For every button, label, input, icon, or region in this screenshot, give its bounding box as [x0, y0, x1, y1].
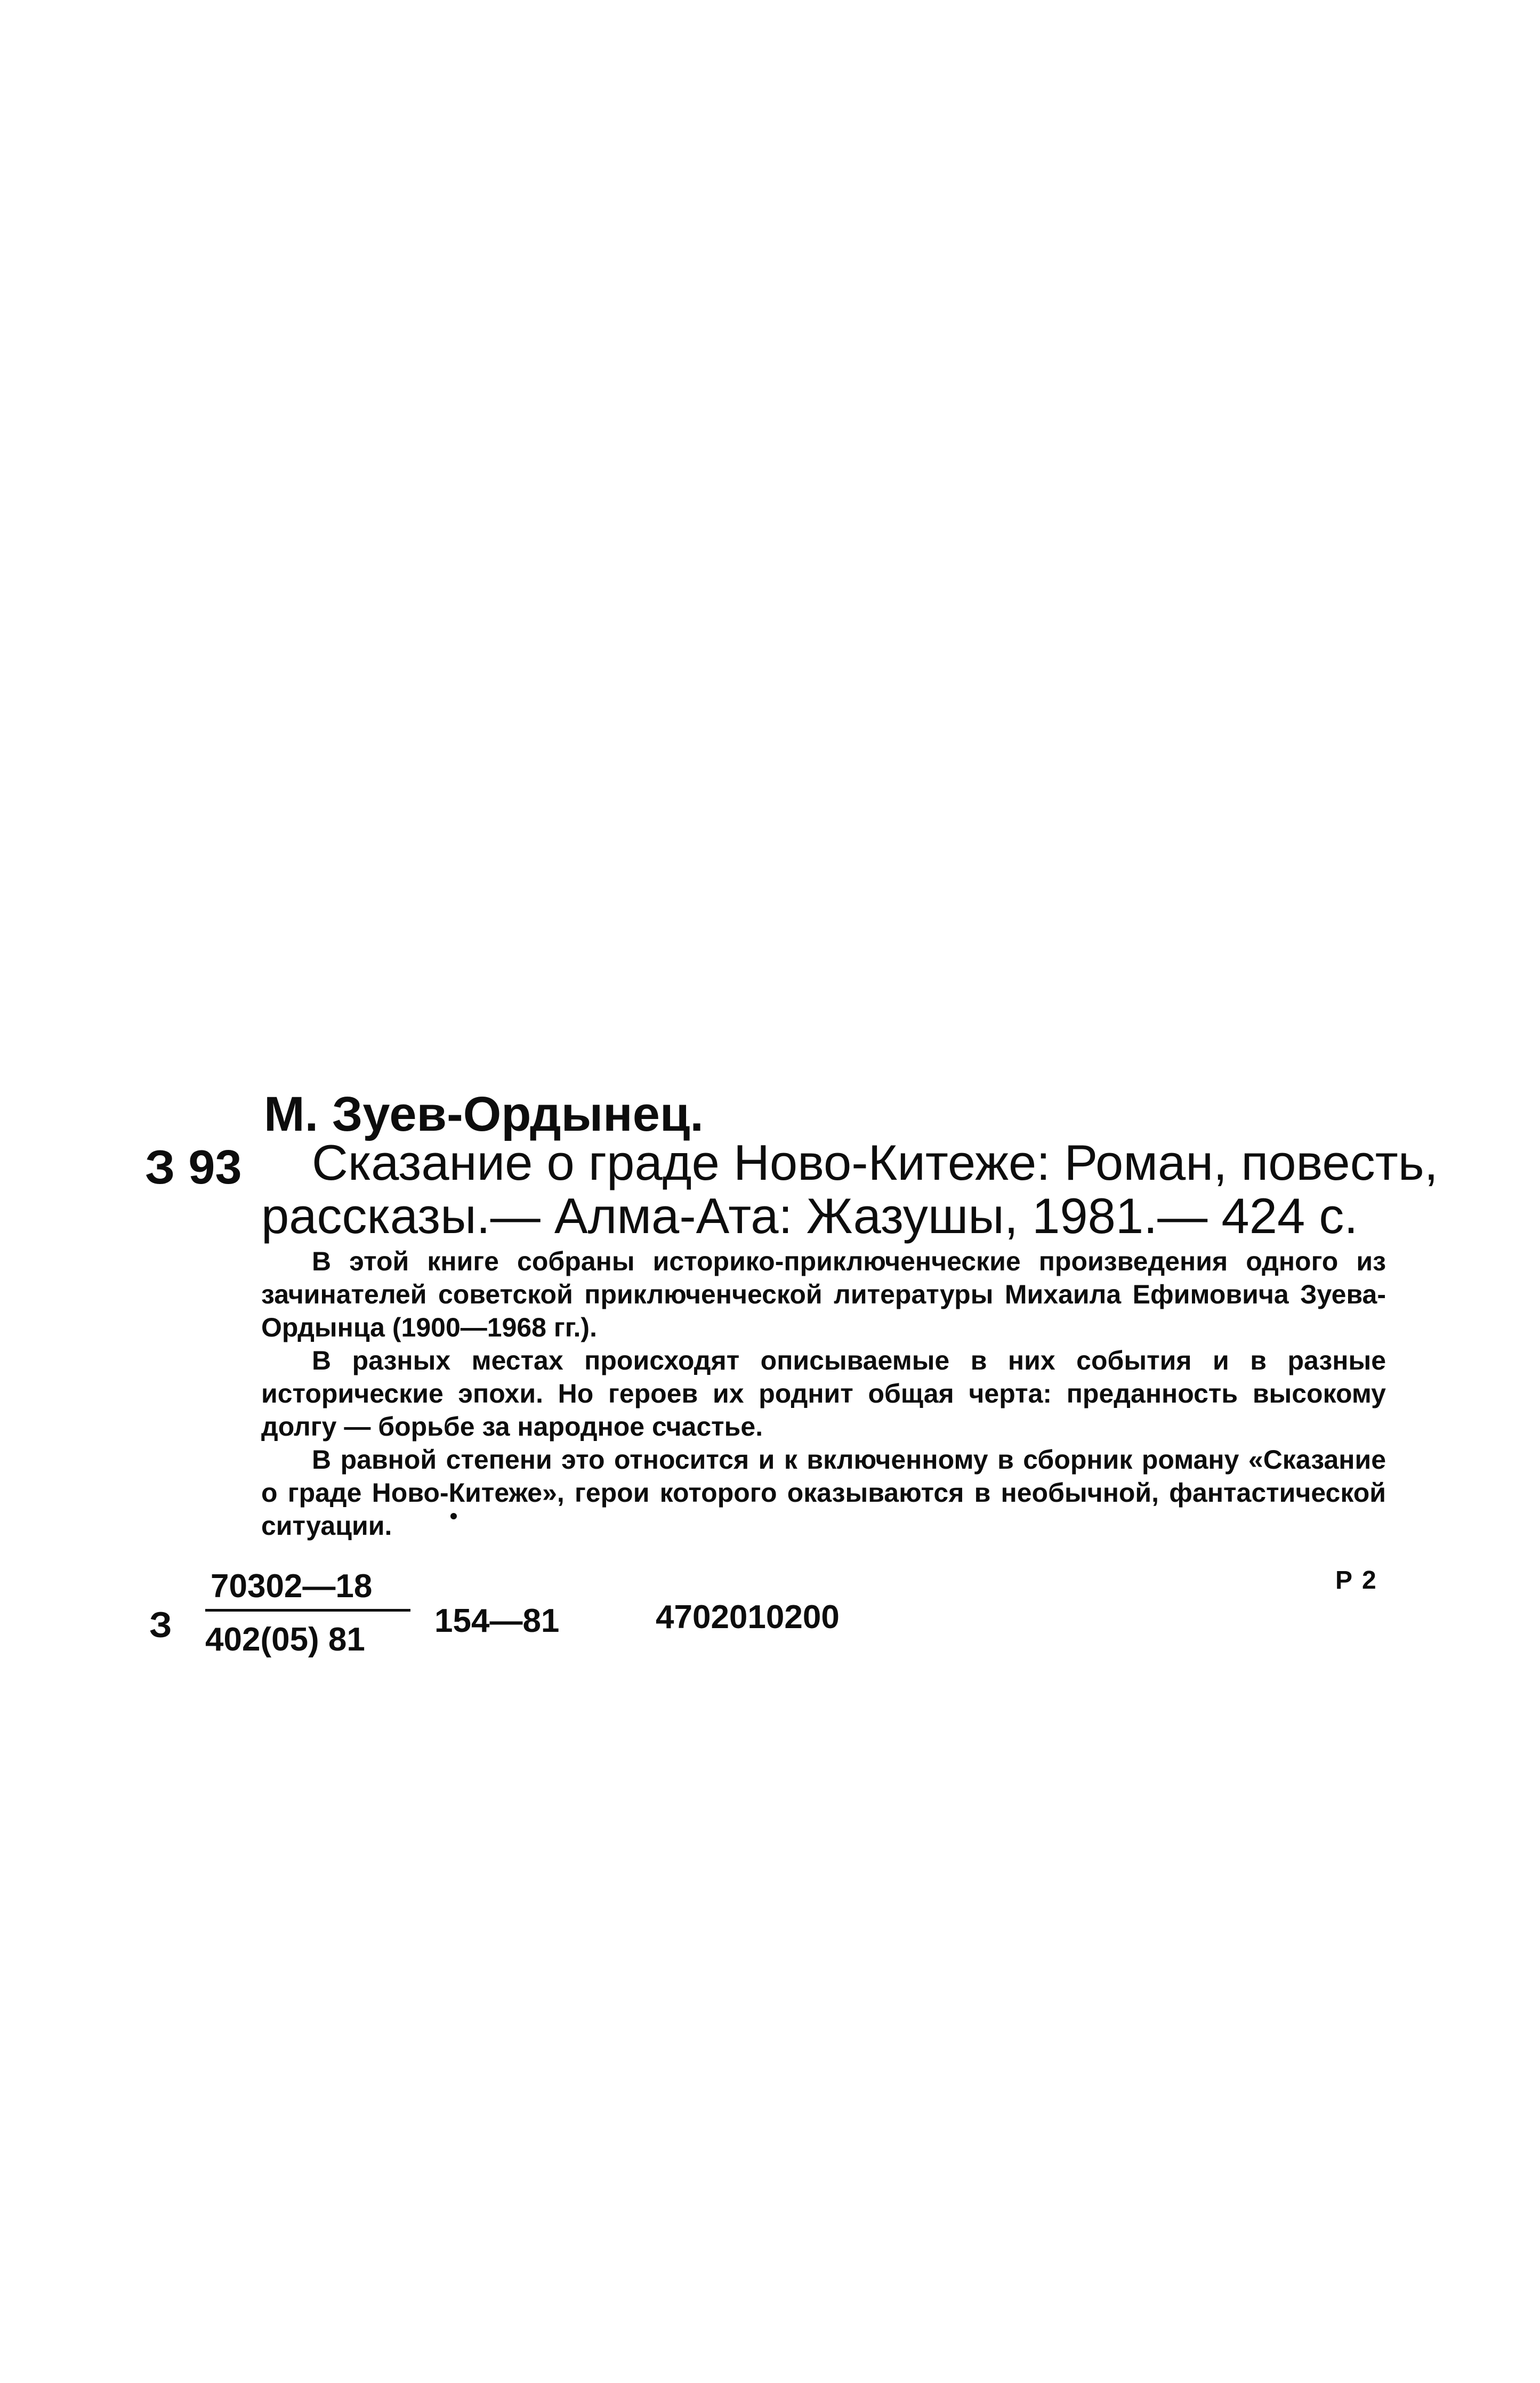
author-name: М. Зуев-Ордынец.: [264, 1087, 704, 1141]
fraction-line: [205, 1609, 410, 1612]
fraction-denominator: 402(05) 81: [205, 1621, 365, 1658]
annotation-paragraph-3: В равной степени это относится и к включенному в сборник роману «Сказание о граде Ново-Китеже», герои которого оказываются в необычной, фантастической ситуации.: [261, 1445, 1386, 1541]
class-code: Р2: [1335, 1566, 1386, 1595]
catalog-number: 4702010200: [656, 1599, 840, 1636]
annotation-paragraph-1: В этой книге собраны историко-приключенческие произведения одного из зачинателей советской приключенческой литературы Михаила Ефимовича Зуева-Ордынца (1900—1968 гг.).: [261, 1246, 1386, 1342]
index-code: З 93: [145, 1141, 242, 1194]
annotation: [261, 1245, 1386, 1542]
title-line-1: Сказание о граде Ново-Китеже: Роман, повесть,: [312, 1134, 1438, 1190]
title-line-2: рассказы.— Алма-Ата: Жазушы, 1981.— 424 с.: [261, 1188, 1358, 1244]
annotation-paragraph-2: В разных местах происходят описываемые в них события и в разные исторические эпохи. Но героев их роднит общая черта: преданность высокому долгу — борьбе за народное счастье.: [261, 1346, 1386, 1442]
bottom-prefix-letter: З: [149, 1605, 172, 1645]
order-code: 154—81: [434, 1603, 560, 1639]
fraction-numerator: 70302—18: [211, 1568, 373, 1605]
separator-dot: [450, 1513, 457, 1519]
